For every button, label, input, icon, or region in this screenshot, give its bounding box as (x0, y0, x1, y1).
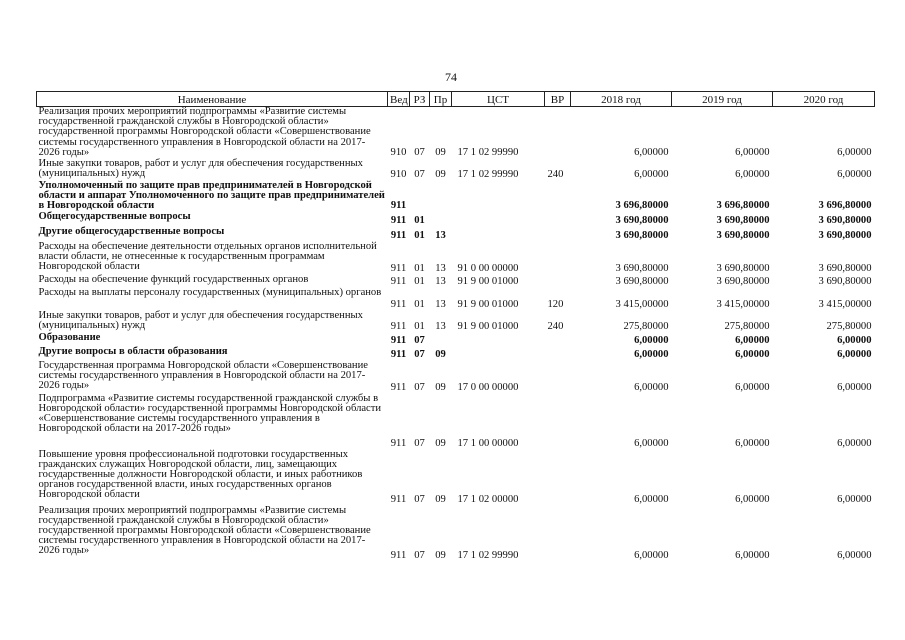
row-value-2020: 6,00000 (837, 335, 872, 347)
row-rz: 01 (414, 230, 425, 242)
row-ved: 911 (390, 494, 407, 506)
row-value-2018: 6,00000 (634, 335, 669, 347)
row-value-2020: 6,00000 (837, 169, 872, 181)
row-rz: 01 (414, 276, 425, 288)
row-value-2019: 3 690,80000 (716, 215, 770, 227)
row-value-2019: 3 690,80000 (716, 276, 770, 288)
row-name: Уполномоченный по защите прав предпринимателей в Новгородской области и аппарат Уполномоченного по защите прав предпринимателей в Новгородской области (38, 179, 385, 211)
row-pr: 09 (435, 438, 446, 450)
row-pr (430, 212, 452, 227)
header-2018: 2018 год (571, 92, 672, 107)
row-cst: 17 1 02 00000 (457, 494, 519, 506)
row-value-2020: 6,00000 (837, 438, 872, 450)
row-ved: 911 (390, 263, 407, 275)
row-ved: 910 (390, 169, 407, 181)
row-name: Реализация прочих мероприятий подпрограммы «Развитие системы государственной гражданской службы в Новгородской области» государственной программы Новгородской области «Совершенствование системы государственного управления в Новгородской области на 2017-2026 годы» (38, 106, 371, 158)
row-value-2019: 275,80000 (724, 321, 770, 333)
row-value-2018: 6,00000 (634, 147, 669, 159)
row-cst: 17 0 00 00000 (457, 382, 519, 394)
row-ved: 911 (390, 438, 407, 450)
row-ved: 911 (390, 335, 407, 347)
row-ved: 911 (390, 550, 407, 562)
table-row (37, 333, 875, 347)
row-value-2019: 3 690,80000 (716, 263, 770, 275)
row-pr (430, 181, 452, 212)
table-header-row (37, 92, 875, 107)
row-vr (545, 242, 571, 275)
row-ved: 910 (390, 147, 407, 159)
row-name: Расходы на выплаты персоналу государственных (муниципальных) органов (38, 286, 382, 298)
row-rz: 07 (414, 494, 425, 506)
row-cst (452, 212, 545, 227)
row-name: Повышение уровня профессиональной подготовки государственных гражданских служащих Новгородской области, лиц, замещающих государственные должности Новгородской области, и иных работников органов государственной власти, иных государственных органов Новгородской области (38, 448, 363, 501)
row-ved: 911 (390, 276, 407, 288)
row-value-2020: 3 696,80000 (818, 200, 872, 212)
table-row (37, 361, 875, 394)
header-2019: 2019 год (672, 92, 773, 107)
row-value-2020: 3 690,80000 (818, 276, 872, 288)
row-value-2019: 6,00000 (735, 494, 770, 506)
table-row (37, 347, 875, 361)
row-name: Иные закупки товаров, работ и услуг для обеспечения государственных (муниципальных) нужд (38, 309, 363, 331)
row-name: Государственная программа Новгородской области «Совершенствование системы государственного управления в Новгородской области на 2017-2026 годы» (38, 359, 368, 391)
row-value-2019: 3 690,80000 (716, 230, 770, 242)
page-number: 74 (445, 70, 457, 84)
row-rz (410, 181, 430, 212)
row-vr (545, 212, 571, 227)
header-pr: Пр (430, 92, 452, 107)
row-value-2020: 6,00000 (837, 349, 872, 361)
table-body (37, 107, 875, 562)
row-pr: 09 (435, 494, 446, 506)
table-row (37, 242, 875, 275)
row-vr (545, 347, 571, 361)
row-vr (545, 107, 571, 159)
header-rz: РЗ (410, 92, 430, 107)
table-row (37, 311, 875, 333)
row-value-2018: 3 415,00000 (615, 299, 669, 311)
row-value-2019: 6,00000 (735, 147, 770, 159)
row-name: Расходы на обеспечение функций государственных органов (38, 273, 309, 285)
row-vr (545, 506, 571, 562)
row-vr (545, 181, 571, 212)
row-vr (545, 333, 571, 347)
row-vr (545, 450, 571, 506)
row-name: Реализация прочих мероприятий подпрограммы «Развитие системы государственной гражданской службы в Новгородской области» государственной программы Новгородской области «Совершенствование системы государственного управления в Новгородской области на 2017-2026 годы» (38, 504, 371, 557)
row-value-2018: 6,00000 (634, 382, 669, 394)
row-vr (545, 227, 571, 242)
row-value-2018: 275,80000 (623, 321, 669, 333)
row-cst (452, 227, 545, 242)
table-row (37, 107, 875, 159)
row-value-2019: 6,00000 (735, 169, 770, 181)
row-value-2019: 6,00000 (735, 349, 770, 361)
row-value-2018: 3 690,80000 (615, 230, 669, 242)
row-vr: 240 (547, 169, 564, 181)
row-value-2018: 6,00000 (634, 494, 669, 506)
row-cst: 17 1 02 99990 (457, 147, 519, 159)
row-name: Другие общегосударственные вопросы (38, 225, 225, 237)
row-value-2019: 3 415,00000 (716, 299, 770, 311)
row-pr: 09 (435, 147, 446, 159)
row-value-2018: 6,00000 (634, 550, 669, 562)
row-cst: 17 1 02 99990 (457, 550, 519, 562)
table-row (37, 159, 875, 181)
row-vr (545, 275, 571, 288)
header-2020: 2020 год (773, 92, 875, 107)
row-pr: 09 (435, 382, 446, 394)
row-value-2020: 6,00000 (837, 147, 872, 159)
table-row (37, 212, 875, 227)
row-ved: 911 (390, 200, 407, 212)
row-ved: 911 (390, 215, 407, 227)
row-cst: 17 1 02 99990 (457, 169, 519, 181)
table-row (37, 506, 875, 562)
row-rz: 07 (414, 147, 425, 159)
row-rz: 01 (414, 263, 425, 275)
table-row (37, 394, 875, 450)
row-ved: 911 (390, 230, 407, 242)
row-value-2020: 3 690,80000 (818, 230, 872, 242)
row-pr: 09 (435, 169, 446, 181)
row-cst (452, 347, 545, 361)
header-name: Наименование (37, 92, 388, 107)
row-pr: 13 (435, 230, 446, 242)
row-name: Общегосударственные вопросы (38, 210, 191, 222)
row-cst: 91 9 00 01000 (457, 276, 519, 288)
row-pr: 09 (435, 550, 446, 562)
row-pr: 09 (435, 349, 446, 361)
row-value-2018: 6,00000 (634, 349, 669, 361)
row-pr: 13 (435, 321, 446, 333)
table-row (37, 450, 875, 506)
row-cst: 17 1 00 00000 (457, 438, 519, 450)
row-pr (430, 333, 452, 347)
table-row (37, 181, 875, 212)
row-rz: 07 (414, 335, 425, 347)
row-value-2020: 6,00000 (837, 550, 872, 562)
row-value-2020: 3 690,80000 (818, 263, 872, 275)
row-rz: 07 (414, 438, 425, 450)
row-name: Образование (38, 331, 101, 343)
row-pr: 13 (435, 299, 446, 311)
row-value-2020: 275,80000 (826, 321, 872, 333)
row-value-2020: 3 690,80000 (818, 215, 872, 227)
row-value-2019: 6,00000 (735, 550, 770, 562)
row-value-2018: 3 690,80000 (615, 215, 669, 227)
row-rz: 01 (414, 299, 425, 311)
row-rz: 01 (414, 215, 425, 227)
row-value-2019: 6,00000 (735, 382, 770, 394)
table-row (37, 288, 875, 311)
row-value-2018: 6,00000 (634, 438, 669, 450)
budget-table (36, 91, 875, 562)
row-vr (545, 394, 571, 450)
row-value-2018: 3 690,80000 (615, 263, 669, 275)
row-cst: 91 9 00 01000 (457, 321, 519, 333)
row-name: Подпрограмма «Развитие системы государственной гражданской службы в Новгородской области» государственной программы Новгородской области «Совершенствование системы государственного управления в Новгородской области на 2017-2026 годы» (38, 392, 382, 435)
row-value-2020: 6,00000 (837, 494, 872, 506)
row-pr: 13 (435, 263, 446, 275)
row-pr: 13 (435, 276, 446, 288)
table-row (37, 275, 875, 288)
row-ved: 911 (390, 299, 407, 311)
row-value-2020: 3 415,00000 (818, 299, 872, 311)
row-value-2019: 6,00000 (735, 438, 770, 450)
row-value-2019: 6,00000 (735, 335, 770, 347)
table-row (37, 227, 875, 242)
row-cst (452, 181, 545, 212)
row-value-2018: 6,00000 (634, 169, 669, 181)
row-rz: 07 (414, 382, 425, 394)
row-cst: 91 0 00 00000 (457, 263, 519, 275)
row-value-2020: 6,00000 (837, 382, 872, 394)
row-value-2019: 3 696,80000 (716, 200, 770, 212)
row-rz: 07 (414, 169, 425, 181)
row-value-2018: 3 696,80000 (615, 200, 669, 212)
row-rz: 07 (414, 550, 425, 562)
row-cst: 91 9 00 01000 (457, 299, 519, 311)
header-ved: Вед (388, 92, 410, 107)
header-cst: ЦСТ (452, 92, 545, 107)
row-name: Иные закупки товаров, работ и услуг для обеспечения государственных (муниципальных) нужд (38, 157, 363, 179)
row-ved: 911 (390, 382, 407, 394)
row-ved: 911 (390, 349, 407, 361)
row-vr: 240 (547, 321, 564, 333)
row-name: Другие вопросы в области образования (38, 345, 228, 357)
row-value-2018: 3 690,80000 (615, 276, 669, 288)
row-vr (545, 361, 571, 394)
header-vr: ВР (545, 92, 571, 107)
row-rz: 01 (414, 321, 425, 333)
row-ved: 911 (390, 321, 407, 333)
row-name: Расходы на обеспечение деятельности отдельных органов исполнительной власти области, не отнесенные к государственным программам Новгородской области (38, 240, 377, 272)
row-cst (452, 333, 545, 347)
row-rz: 07 (414, 349, 425, 361)
row-vr: 120 (547, 299, 564, 311)
